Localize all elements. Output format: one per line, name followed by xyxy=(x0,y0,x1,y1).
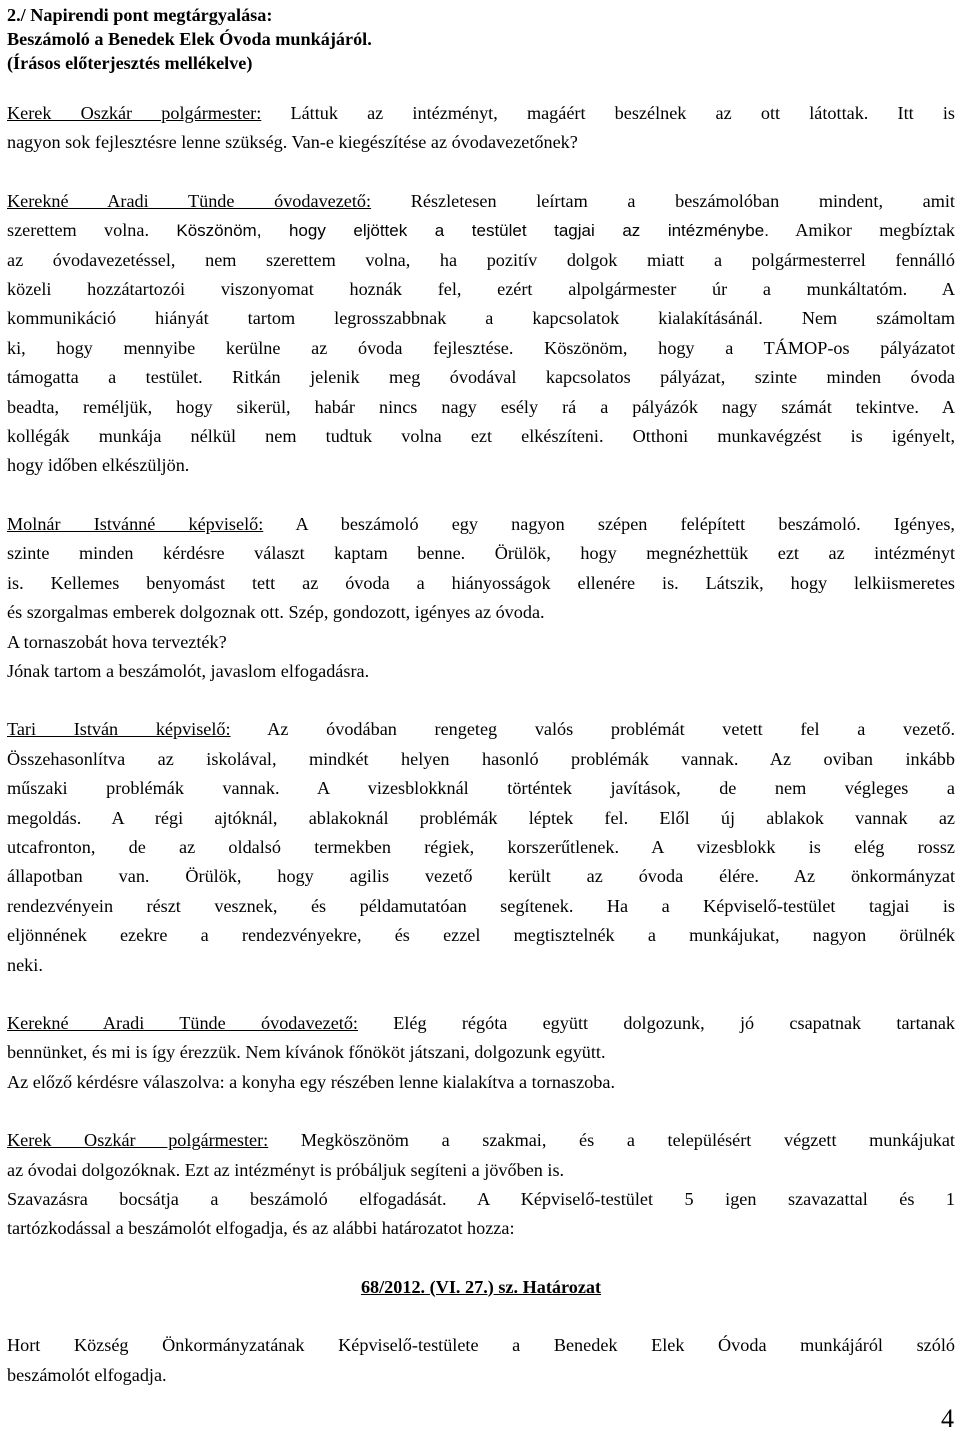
text-line: utcafronton, de az oldalsó termekben régiek, korszerűtlenek. A vizesblokk is elég rossz xyxy=(7,836,955,857)
text-line: az óvodai dolgozóknak. Ezt az intézményt is próbáljuk segíteni a jövőben is. xyxy=(7,1159,565,1180)
speaker-name: Tari István képviselő: xyxy=(7,719,231,740)
paragraph-tari xyxy=(7,715,955,980)
text-line: hogy időben elkészüljön. xyxy=(7,455,190,476)
text-line: bennünket, és mi is így érezzük. Nem kívánok főnököt játszani, dolgozunk együtt. xyxy=(7,1042,606,1063)
text-segment-sans: Köszönöm, hogy eljöttek a testület tagjai az intézménybe. xyxy=(176,221,769,241)
text-line: szinte minden kérdésre választ kaptam benne. Örülök, hogy megnézhettük ezt az intézményt xyxy=(7,543,955,564)
text-segment: Amikor megbíztak xyxy=(768,220,955,241)
text-line: állapotban van. Örülök, hogy agilis vezető került az óvoda élére. Az önkormányzat xyxy=(7,866,955,887)
paragraph-molnar xyxy=(7,510,955,686)
document-page xyxy=(7,0,955,1390)
agenda-heading xyxy=(7,3,955,75)
speaker-name: Kerek Oszkár polgármester: xyxy=(7,103,262,123)
text-line: támogatta a testület. Ritkán jelenik meg óvodával kapcsolatos pályázat, szinte minden óvoda xyxy=(7,367,955,388)
paragraph-mayor-1 xyxy=(7,99,955,158)
text-line: Elég régóta együtt dolgozunk, jó csapatnak tartanak xyxy=(357,1012,955,1033)
text-line: Összehasonlítva az iskolával, mindkét helyen hasonló problémák vannak. Az oviban inkább xyxy=(7,748,955,769)
text-line: A beszámoló egy nagyon szépen felépített beszámoló. Igényes, xyxy=(263,513,955,534)
text-line: műszaki problémák vannak. A vizesblokknál történtek javítások, de nem végleges a xyxy=(7,778,955,799)
text-line: tartózkodással a beszámolót elfogadja, és az alábbi határozatot hozza: xyxy=(7,1218,515,1239)
text-line: Az előző kérdésre válaszolva: a konyha egy részében lenne kialakítva a tornaszoba. xyxy=(7,1071,615,1092)
text-segment: szerettem volna. xyxy=(7,220,177,241)
paragraph-mayor-2 xyxy=(7,1126,955,1244)
text-line: is. Kellemes benyomást tett az óvoda a hiányosságok ellenére is. Látszik, hogy lelkiismeretes xyxy=(7,572,955,593)
text-line: Láttuk az intézményt, magáért beszélnek az ott látottak. Itt is xyxy=(261,103,955,123)
speaker-name: Kerek Oszkár polgármester: xyxy=(7,1130,269,1151)
text-line: beszámolót elfogadja. xyxy=(7,1364,167,1385)
text-line: rendezvényein részt vesznek, és példamutatóan segítenek. Ha a Képviselő-testület tagjai is xyxy=(7,895,955,916)
speaker-name: Kerekné Aradi Tünde óvodavezető: xyxy=(7,190,372,211)
text-line: beadta, reméljük, hogy sikerül, habár nincs nagy esély rá a pályázók nagy számát tekintve. A xyxy=(7,396,955,417)
text-line: Megköszönöm a szakmai, és a településért végzett munkájukat xyxy=(268,1130,955,1151)
speaker-name: Molnár Istvánné képviselő: xyxy=(7,513,264,534)
text-line: kommunikáció hiányát tartom legrosszabbnak a kapcsolatok kialakításánál. Nem számoltam xyxy=(7,308,955,329)
text-line: Szavazásra bocsátja a beszámoló elfogadását. A Képviselő-testület 5 igen szavazattal és 1 xyxy=(7,1189,955,1209)
text-line: közeli hozzátartozói viszonyomat hoznák fel, ezért alpolgármester úr a munkáltatóm. A xyxy=(7,279,955,300)
text-line: Részletesen leírtam a beszámolóban mindent, amit xyxy=(371,190,955,211)
speaker-name: Kerekné Aradi Tünde óvodavezető: xyxy=(7,1012,358,1033)
text-line: és szorgalmas emberek dolgoznak ott. Szép, gondozott, igényes az óvoda. xyxy=(7,602,545,623)
text-line: Jónak tartom a beszámolót, javaslom elfogadásra. xyxy=(7,660,370,681)
text-line: A tornaszobát hova tervezték? xyxy=(7,631,227,652)
text-line: kollégák munkája nélkül nem tudtuk volna ezt elkészíteni. Otthoni munkavégzést is igényelt, xyxy=(7,426,955,447)
resolution-text xyxy=(7,1331,955,1390)
page-number: 4 xyxy=(941,1404,954,1433)
paragraph-director-2 xyxy=(7,1009,955,1097)
text-line: az óvodavezetéssel, nem szerettem volna, ha pozitív dolgok miatt a polgármesterrel fennálló xyxy=(7,249,955,270)
agenda-item-title: 2./ Napirendi pont megtárgyalása: xyxy=(7,5,273,25)
text-line: neki. xyxy=(7,954,43,975)
text-line: ki, hogy mennyibe kerülne az óvoda fejlesztése. Köszönöm, hogy a TÁMOP-os pályázatot xyxy=(7,337,955,358)
agenda-item-note: (Írásos előterjesztés mellékelve) xyxy=(7,53,253,73)
text-line: Az óvodában rengeteg valós problémát vetett fel a vezető. xyxy=(230,719,955,740)
resolution-title: 68/2012. (VI. 27.) sz. Határozat xyxy=(360,1276,602,1297)
agenda-item-subject: Beszámoló a Benedek Elek Óvoda munkájáról. xyxy=(7,29,372,49)
text-line: Hort Község Önkormányzatának Képviselő-testülete a Benedek Elek Óvoda munkájáról szóló xyxy=(7,1335,955,1356)
text-line: nagyon sok fejlesztésre lenne szükség. Van-e kiegészítése az óvodavezetőnek? xyxy=(7,132,578,153)
text-line: eljönnének ezekre a rendezvényekre, és ezzel megtisztelnék a munkájukat, nagyon örülnék xyxy=(7,925,955,946)
text-line: megoldás. A régi ajtóknál, ablakoknál problémák léptek fel. Elől új ablakok vannak az xyxy=(7,807,955,828)
paragraph-director-1 xyxy=(7,187,955,481)
